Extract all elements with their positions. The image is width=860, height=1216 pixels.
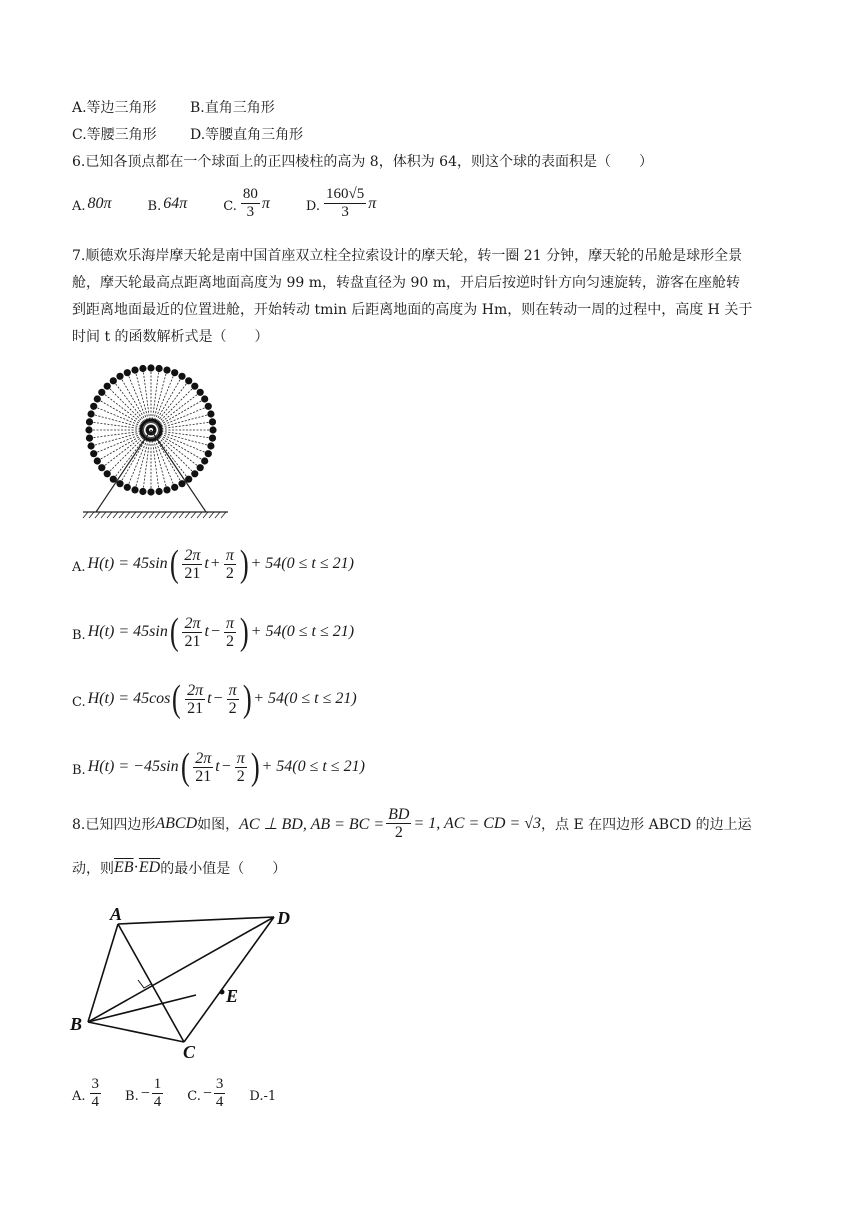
q8-option-c-sign: − [202, 1084, 212, 1102]
q6-option-a-value: 80π [87, 194, 112, 212]
q8-stem-prefix: 8.已知四边形 [72, 816, 156, 833]
q8-option-b-fraction: $\frac{1}{4}$ [153, 1076, 162, 1110]
q7-option-label: C. [72, 694, 86, 710]
q7-option-lhs: H(t) = 45sin [87, 555, 168, 572]
q6-option-a-label: A. [72, 199, 86, 214]
quadrilateral-figure [66, 900, 306, 1065]
q7-option-label: A. [72, 559, 86, 575]
q8-option-b-sign: − [140, 1084, 150, 1102]
q8-vector-ed: $\overline{ED}$ [138, 859, 161, 876]
ferris-wheel-figure [78, 358, 238, 520]
q7-option-tail: + 54(0 ≤ t ≤ 21) [250, 555, 354, 572]
q6-option-c-label: C. [223, 199, 237, 214]
q7-option-frac2: $\frac{\pi}{2}$ [225, 614, 234, 650]
q7-option-frac2: $\frac{\pi}{2}$ [228, 681, 237, 717]
q7-line-4: 时间 t 的函数解析式是（ ） [72, 329, 269, 345]
q6-option-d-pi: π [368, 194, 377, 212]
q8-bd-fraction: $\frac{BD}{2}$ [388, 806, 410, 841]
vertex-b-label: B [70, 1014, 83, 1034]
q7-option-label: B. [72, 627, 86, 643]
q7-option-lhs: H(t) = 45sin [87, 623, 168, 640]
q7-line-1: 7.顺德欢乐海岸摩天轮是南中国首座双立柱全拉索设计的摩天轮，转一圈 21 分钟，摩天轮的吊舱是球形全景 [72, 248, 743, 264]
q5-option-c: C.等腰三角形 [72, 127, 157, 143]
q6-option-c-fraction: $\frac{80}{3}$ [242, 186, 258, 220]
q8-option-c-label: C. [187, 1089, 201, 1104]
q7-option-frac1: $\frac{2\pi}{21}$ [184, 546, 201, 582]
vertex-a-label: A [110, 904, 123, 924]
q8-stem-mid: 如图， [197, 816, 240, 833]
q8-stem-post: ，点 E 在四边形 ABCD 的边上运 [541, 816, 752, 833]
q7-option-tail: + 54(0 ≤ t ≤ 21) [261, 758, 365, 775]
vertex-c-label: C [183, 1042, 196, 1062]
q8-line2-post: 的最小值是（ ） [160, 861, 287, 877]
q8-line2-prefix: 动，则 [72, 861, 114, 877]
q7-line-3: 到距离地面最近的位置进舱，开始转动 tmin 后距离地面的高度为 Hm，则在转动一周的过程中，高度 H 关于 [72, 302, 753, 318]
q5-option-d: D.等腰直角三角形 [190, 127, 304, 143]
q8-condition-2: = 1, AC = CD = √3 [413, 814, 542, 832]
q7-option-label: B. [72, 762, 86, 778]
q8-option-a-fraction: $\frac{3}{4}$ [91, 1076, 100, 1110]
vertex-d-label: D [277, 908, 290, 928]
q7-option-2: B. H(t) = 45sin ( $\frac{2\pi}{21}$ t − $\frac{\pi}{2}$ ) + 54(0 ≤ t ≤ 21) [72, 611, 355, 653]
q6-option-d-label: D. [305, 199, 320, 214]
q7-option-sign: + [210, 555, 220, 572]
q8-option-d: D.-1 [249, 1089, 277, 1104]
q7-option-tail: + 54(0 ≤ t ≤ 21) [253, 690, 357, 707]
q7-option-lhs: H(t) = −45sin [87, 758, 179, 775]
q6-stem: 6.已知各顶点都在一个球面上的正四棱柱的高为 8，体积为 64，则这个球的表面积是（ ） [72, 154, 653, 170]
q8-option-b-label: B. [125, 1089, 139, 1104]
q7-option-sign: − [213, 690, 223, 707]
q8-stem-line-2: 动，则 $\overline{EB}$ · $\overline{ED}$ 的最小值是（ ） [72, 859, 287, 877]
q8-vector-eb: $\overline{EB}$ [114, 859, 134, 876]
q8-condition-1: AC ⊥ BD, AB = BC = [239, 815, 385, 833]
q7-option-1: A. H(t) = 45sin ( $\frac{2\pi}{21}$ t + $\frac{\pi}{2}$ ) + 54(0 ≤ t ≤ 21) [72, 543, 354, 585]
q7-option-frac1: $\frac{2\pi}{21}$ [187, 681, 204, 717]
q7-option-tail: + 54(0 ≤ t ≤ 21) [250, 623, 355, 640]
q7-option-frac1: $\frac{2\pi}{21}$ [184, 614, 201, 650]
q6-option-d-fraction: $\frac{160√5}{3}$ [325, 186, 365, 220]
q5-option-b: B.直角三角形 [190, 100, 275, 116]
q7-option-sign: − [221, 758, 231, 775]
q8-option-c-fraction: $\frac{3}{4}$ [215, 1076, 224, 1110]
q7-line-2: 舱，摩天轮最高点距离地面高度为 99 m，转盘直径为 90 m，开启后按逆时针方向匀速旋转，游客在座舱转 [72, 275, 740, 291]
q6-option-b-label: B. [147, 199, 162, 214]
q8-quad-name: ABCD [155, 814, 198, 832]
q7-option-frac2: $\frac{\pi}{2}$ [236, 749, 245, 785]
q5-option-a: A.等边三角形 [72, 100, 157, 116]
q7-option-3: C. H(t) = 45cos ( $\frac{2\pi}{21}$ t − $\frac{\pi}{2}$ ) + 54(0 ≤ t ≤ 21) [72, 678, 357, 720]
q7-option-frac2: $\frac{\pi}{2}$ [225, 546, 234, 582]
q6-option-c-pi: π [261, 194, 270, 212]
q7-option-sign: − [210, 623, 220, 640]
q7-option-frac1: $\frac{2\pi}{21}$ [195, 749, 212, 785]
q7-option-lhs: H(t) = 45cos [87, 690, 171, 707]
q8-options [72, 1076, 278, 1111]
q7-option-4: B. H(t) = −45sin ( $\frac{2\pi}{21}$ t − $\frac{\pi}{2}$ ) + 54(0 ≤ t ≤ 21) [72, 746, 365, 788]
q8-stem-line-1 [72, 806, 752, 841]
q6-options [72, 186, 376, 221]
point-e-label: E [226, 986, 239, 1006]
q8-option-a-label: A. [72, 1089, 86, 1104]
q6-option-b-value: 64π [163, 194, 188, 212]
